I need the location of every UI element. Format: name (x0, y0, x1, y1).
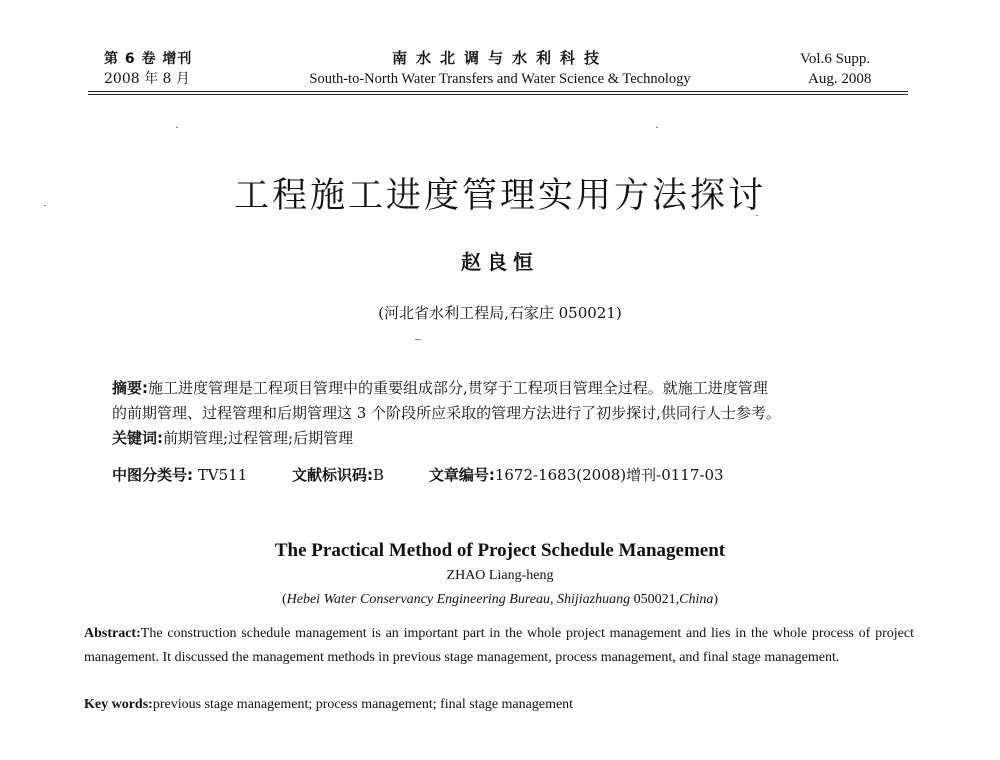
article-number-label: 文章编号: (428, 466, 495, 484)
author-en: ZHAO Liang-heng (446, 568, 554, 583)
publication-date-en: Aug. 2008 (808, 71, 872, 87)
header-rule-thick (88, 91, 908, 92)
abstract-cn-line-1 (112, 376, 912, 401)
abstract-cn-line-2: 的前期管理、过程管理和后期管理这 3 个阶段所应采取的管理方法进行了初步探讨,供同行人士参考。 (112, 404, 781, 422)
article-number-value: 1672-1683(2008)增刊-0117-03 (494, 466, 724, 484)
journal-name-en: South-to-North Water Transfers and Water Science & Technology (309, 71, 691, 87)
affiliation-en (0, 592, 1000, 608)
abstract-label-cn: 摘要: (112, 379, 148, 397)
affiliation-zip-en: 050021, (630, 592, 680, 607)
header-rule-thin (88, 94, 908, 95)
keywords-en (84, 697, 573, 713)
abstract-en (84, 622, 914, 670)
affiliation-city-en: Shijiazhuang (557, 592, 631, 607)
article-title-en: The Practical Method of Project Schedule Management (274, 540, 726, 561)
clc-label: 中图分类号: (112, 466, 193, 484)
scan-speck (415, 339, 421, 340)
document-code-value: B (373, 466, 385, 484)
keywords-value-en: previous stage management; process management; final stage management (152, 697, 574, 712)
affiliation-cn: (河北省水利工程局,石家庄 050021) (378, 304, 622, 322)
classification-row (112, 464, 764, 485)
journal-name-cn: 南水北调与水利科技 (391, 49, 608, 67)
keywords-label-en: Key words: (84, 697, 153, 712)
scan-speck (176, 127, 178, 128)
separator: , (550, 592, 557, 607)
clc-number (112, 464, 247, 485)
keywords-cn (112, 426, 912, 451)
article-title-cn: 工程施工进度管理实用方法探讨 (233, 176, 766, 216)
paren-open: ( (281, 592, 287, 607)
clc-value: TV511 (193, 466, 248, 484)
scan-speck (656, 127, 658, 128)
affiliation-org-en: Hebei Water Conservancy Engineering Bureau (286, 592, 550, 607)
document-code (292, 464, 384, 485)
abstract-text-cn-1: 施工进度管理是工程项目管理中的重要组成部分,贯穿于工程项目管理全过程。就施工进度管理 (148, 379, 768, 397)
publication-date-cn: 2008 年 8 月 (104, 71, 190, 87)
volume-issue-cn: 第 6 卷 增刊 (104, 51, 193, 67)
volume-issue-en: Vol.6 Supp. (800, 51, 871, 67)
author-cn: 赵良恒 (461, 250, 539, 274)
abstract-label-en: Abstract: (84, 626, 141, 641)
document-code-label: 文献标识码: (292, 466, 374, 484)
affiliation-country-en: China (679, 592, 714, 607)
article-number (429, 464, 724, 485)
abstract-cn (112, 376, 912, 451)
paren-close: ) (713, 592, 719, 607)
keywords-value-cn: 前期管理;过程管理;后期管理 (163, 429, 354, 447)
keywords-label-cn: 关键词: (112, 429, 163, 447)
abstract-text-en: The construction schedule management is an important part in the whole project management and lies in the whole process of project management. It discussed the management methods in previous stage management, process management, and final stage management. (84, 626, 914, 665)
